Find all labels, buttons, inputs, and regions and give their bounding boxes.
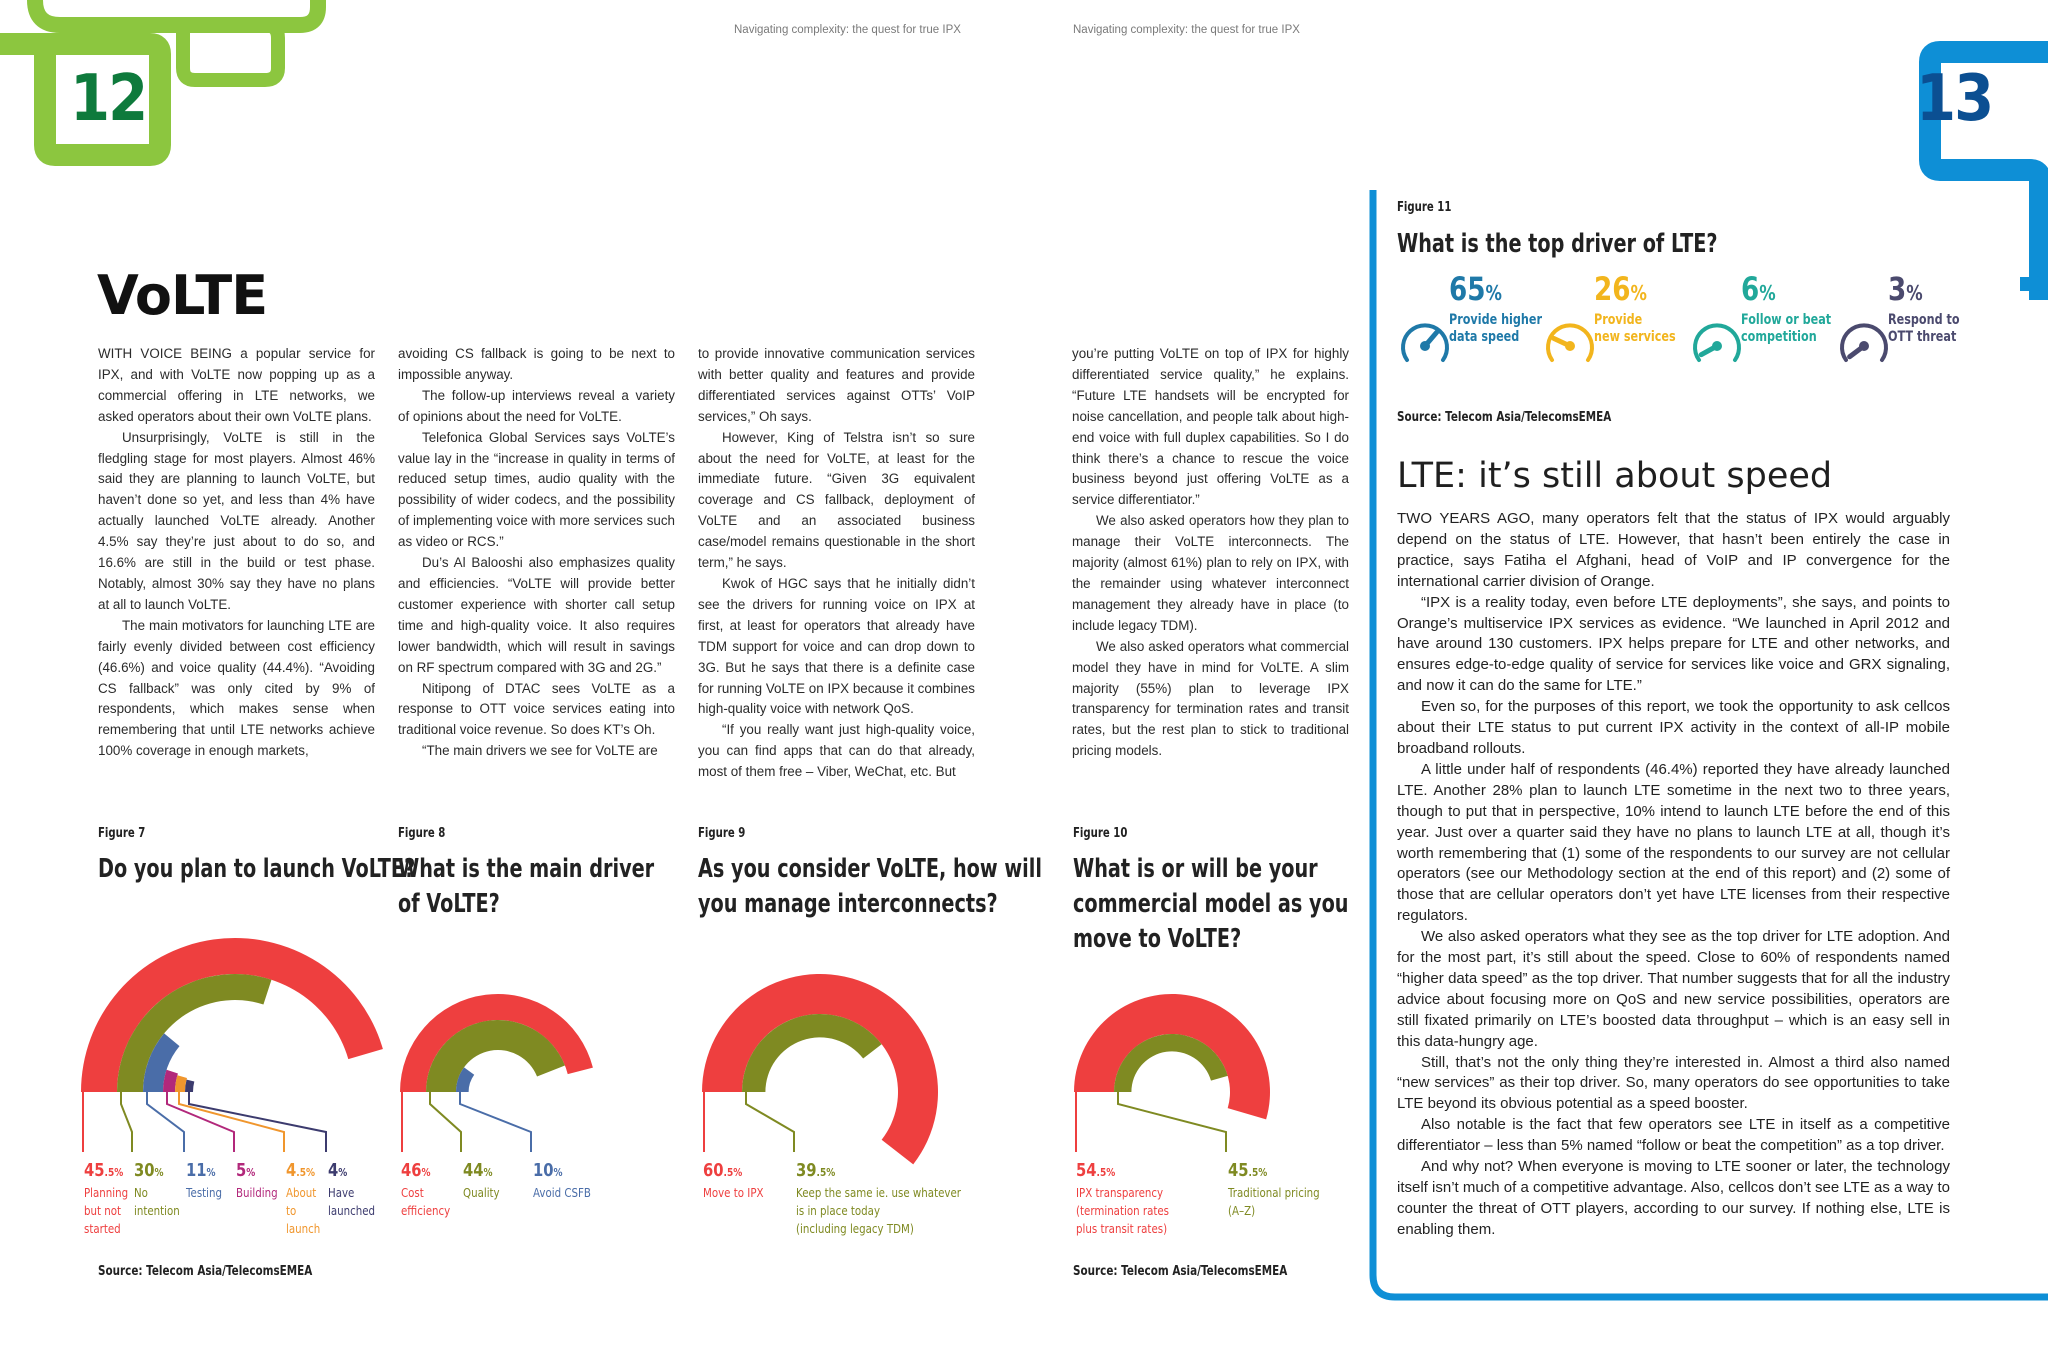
title-line: Do you plan to launch VoLTE? [98, 854, 416, 884]
legend-value [186, 1160, 222, 1184]
paragraph: Even so, for the purposes of this report, we took the opportunity to ask cellcos about their LTE status to put current IPX activity in the context of all-IP mobile broadband rollouts. [1397, 698, 1950, 757]
driver-item [1397, 272, 1557, 392]
legend-label: About [286, 1185, 317, 1200]
paragraph: And why not? When everyone is moving to LTE sooner or later, the technology itself isn’t much of a competitive advantage. Also, cellcos don’t see LTE as a way to counter the threat of OTT players, according to our survey. If nothing else, LTE is enabling them. [1397, 1158, 1950, 1238]
value-dec: .5% [723, 1166, 743, 1179]
legend-label: Cost [401, 1185, 424, 1200]
paragraph: Nitipong of DTAC sees VoLTE as a response to OTT voice services eating into traditional voice revenue. So does KT’s Oh. [398, 680, 675, 738]
value-int: 54 [1076, 1160, 1097, 1181]
figure-9-label: Figure 9 [698, 826, 746, 841]
lte-article-body [1397, 509, 1950, 1241]
legend-label: intention [134, 1203, 180, 1218]
legend-item [796, 1160, 961, 1238]
paragraph: avoiding CS fallback is going to be next to impossible anyway. [398, 346, 675, 382]
legend-value [286, 1160, 320, 1184]
legend-label: Move to IPX [703, 1185, 764, 1200]
paragraph: Du’s Al Balooshi also emphasizes quality and efficiencies. “VoLTE will provide better customer experience with shorter call setup time and high-quality voice. It also requires lower bandwidth, which will result in savings on RF spectrum compared with 3G and 2G.” [398, 555, 675, 675]
legend-label: Building [236, 1185, 278, 1200]
value-dec: % [1630, 281, 1647, 305]
source-note-left: Source: Telecom Asia/TelecomsEMEA [98, 1264, 313, 1279]
legend-item [84, 1160, 128, 1238]
value-int: 4 [328, 1160, 339, 1181]
running-head-right: Navigating complexity: the quest for true IPX [1073, 24, 1300, 36]
legend-value [703, 1160, 764, 1184]
gauge-part [1565, 341, 1575, 351]
legend-value [236, 1160, 278, 1184]
legend-label: Traditional pricing [1228, 1185, 1320, 1200]
legend-item [134, 1160, 180, 1220]
value-dec: .5% [1096, 1166, 1116, 1179]
legend-label: plus transit rates) [1076, 1221, 1168, 1236]
legend-label: to [286, 1203, 297, 1218]
leader-line [121, 1092, 132, 1152]
driver-item [1689, 272, 1849, 392]
leader-line [167, 1092, 234, 1152]
value-dec: .5% [104, 1166, 124, 1179]
title-line: What is the top driver of LTE? [1397, 229, 1718, 259]
value-dec: .5% [296, 1166, 316, 1179]
leader-line [746, 1092, 794, 1152]
value-int: 44 [463, 1160, 484, 1181]
driver-label-line: OTT threat [1888, 329, 1957, 345]
paragraph: We also asked operators what they see as the top driver for LTE adoption. And for the most part, it’s still about the speed. Close to 60% of respondents named “higher data speed” as the top driver. That number suggests that for all the industry advice about focusing more on QoS and new service possibilities, operators are still fixated primarily on LTE’s boosted data throughput – which is an easy sell in this data-hungry age. [1397, 928, 1950, 1050]
section-heading: LTE: it’s still about speed [1397, 456, 1833, 496]
figure-10-label: Figure 10 [1073, 826, 1128, 841]
value-dec: % [483, 1166, 493, 1179]
driver-label [1741, 312, 1831, 346]
paragraph: A little under half of respondents (46.4%) reported they have already launched LTE. Another 28% plan to launch LTE sometime in the next two to three years, though to put that in perspective, 10% intend to launch LTE before the end of this year. Just over a quarter said they have no plans to launch LTE at all, though it’s worth remembering that (1) some of the respondents to our survey are not cellular operators (see our Methodology section at the end of this report) and (2) some of those that are cellular operators don’t yet have LTE licenses from their respective regulators. [1397, 760, 1950, 925]
driver-label [1449, 312, 1542, 346]
legend-item [1076, 1160, 1169, 1238]
page-number-left: 12 [70, 62, 147, 136]
value-dec: % [338, 1166, 348, 1179]
value-dec: % [421, 1166, 431, 1179]
legend-label: Quality [463, 1185, 500, 1200]
legend-value [1076, 1160, 1169, 1184]
legend-value [463, 1160, 500, 1184]
legend-label: (termination rates [1076, 1203, 1170, 1218]
value-int: 5 [236, 1160, 247, 1181]
paragraph: Kwok of HGC says that he initially didn’t see the drivers for running voice on IPX at first, at least for operators that already have TDM support for voice and can drop down to 3G. But he says that there is a definite case for running VoLTE on IPX because it combines high-quality voice with network QoS. [698, 575, 975, 717]
title-line: you manage interconnects? [698, 889, 998, 919]
legend-item [236, 1160, 278, 1202]
paragraph: “If you really want just high-quality voice, you can find apps that can do that already, most of them free – Viber, WeChat, etc. But [698, 722, 975, 780]
legend-value [134, 1160, 180, 1184]
legend-value [533, 1160, 591, 1184]
legend-label: but not [84, 1203, 122, 1218]
legend-item [286, 1160, 320, 1238]
figure-7-label: Figure 7 [98, 826, 146, 841]
leader-line [460, 1092, 531, 1152]
legend-label: No [134, 1185, 148, 1200]
paragraph: Also notable is the fact that few operators see LTE in itself as a competitive differentiator – less than 5% named “follow or beat the competition” as a top driver. [1397, 1116, 1950, 1155]
figure-11-title [1397, 227, 1718, 262]
paragraph: Still, that’s not the only thing they’re interested in. Almost a third also named “new services” as their top driver. So, many operators do see opportunities to take LTE beyond its obvious potential as a speed booster. [1397, 1053, 1950, 1113]
ring-segment [702, 974, 938, 1164]
ring-segment [185, 1080, 194, 1092]
legend-label: Avoid CSFB [533, 1185, 591, 1200]
value-dec: .5% [1248, 1166, 1268, 1179]
figure-11-label: Figure 11 [1397, 200, 1452, 215]
legend-label: Planning [84, 1185, 129, 1200]
driver-label [1594, 312, 1676, 346]
value-int: 4 [286, 1160, 297, 1181]
title-line: As you consider VoLTE, how will [698, 854, 1042, 884]
value-dec: % [154, 1166, 164, 1179]
title-line: move to VoLTE? [1073, 924, 1242, 954]
paragraph: you’re putting VoLTE on top of IPX for highly differentiated service quality,” he explains. “Future LTE handsets will be encrypted for noise cancellation, and people talk about high-end voice with full duplex capabilities. So I do think there’s a chance to rescue the voice business beyond just offering VoLTE as a service differentiator.” [1072, 346, 1349, 508]
legend-label: Testing [186, 1185, 223, 1200]
legend-label: Keep the same ie. use whatever [796, 1185, 961, 1200]
legend-value [401, 1160, 450, 1184]
ring-segment [1074, 994, 1270, 1119]
legend-item [703, 1160, 764, 1202]
value-int: 60 [703, 1160, 724, 1181]
driver-label-line: Provide higher [1449, 312, 1543, 328]
legend-label: started [84, 1221, 121, 1236]
driver-label-line: Provide [1594, 312, 1643, 328]
paragraph: The main motivators for launching LTE are fairly evenly divided between cost efficiency (46.6%) and voice quality (44.4%). “Avoiding CS fallback” was only cited by 9% of respondents, which makes sense when remembering that until LTE networks achieve 100% coverage in enough markets, [98, 617, 375, 759]
legend-label: is in place today [796, 1203, 881, 1218]
paragraph: The follow-up interviews reveal a variety of opinions about the need for VoLTE. [398, 387, 675, 424]
legend-label: (A–Z) [1228, 1203, 1256, 1218]
paragraph: to provide innovative communication services with better quality and features and provide differentiated services against OTTs’ VoIP services,” Oh says. [698, 346, 975, 424]
driver-item [1836, 272, 1996, 392]
paragraph: However, King of Telstra isn’t so sure about the need for VoLTE, at least for the immediate future. “Given 3G equivalent coverage and CS fallback, deployment of VoLTE and an associated business case/model remains questionable in the short term,” he says. [698, 429, 975, 571]
source-note-middle: Source: Telecom Asia/TelecomsEMEA [1073, 1264, 1288, 1279]
leader-line [179, 1092, 284, 1152]
driver-label-line: Follow or beat [1741, 312, 1832, 328]
legend-label: launched [328, 1203, 376, 1218]
driver-value [1594, 272, 1647, 310]
driver-label-line: data speed [1449, 329, 1520, 345]
legend-label: launch [286, 1221, 321, 1236]
driver-label-line: competition [1741, 329, 1817, 345]
gauge-part [1712, 341, 1722, 351]
value-int: 45 [84, 1160, 105, 1181]
driver-value [1888, 272, 1923, 310]
value-dec: .5% [816, 1166, 836, 1179]
legend-item [463, 1160, 500, 1202]
legend-item [328, 1160, 375, 1220]
legend-label: (including legacy TDM) [796, 1221, 914, 1236]
page-number-right: 13 [1916, 62, 1993, 136]
legend-item [1228, 1160, 1320, 1220]
title-line: of VoLTE? [398, 889, 500, 919]
leader-line [430, 1092, 461, 1152]
paragraph: TWO YEARS AGO, many operators felt that the status of IPX would arguably depend on the status of LTE. However, that hasn’t been entirely the case in practice, says Fatiha el Afghani, head of VoIP and IP convergence for the international carrier division of Orange. [1397, 510, 1950, 590]
value-int: 6 [1741, 270, 1760, 308]
legend-item [533, 1160, 591, 1202]
legend-value [796, 1160, 961, 1184]
source-note-right: Source: Telecom Asia/TelecomsEMEA [1397, 410, 1612, 425]
value-int: 3 [1888, 270, 1907, 308]
value-dec: % [1759, 281, 1776, 305]
value-int: 10 [533, 1160, 554, 1181]
paragraph: “The main drivers we see for VoLTE are [422, 743, 658, 759]
legend-value [1228, 1160, 1320, 1184]
value-dec: % [1906, 281, 1923, 305]
legend-label: Have [328, 1185, 355, 1200]
paragraph: Telefonica Global Services says VoLTE’s value lay in the “increase in quality in terms of reduced setup times, audio quality with the possibility of wider codecs, and the possibility of implementing voice with more services such as video or RCS.” [398, 429, 675, 550]
value-int: 45 [1228, 1160, 1249, 1181]
paragraph: We also asked operators what commercial model they have in mind for VoLTE. A slim majority (55%) plan to leverage IPX transparency for termination rates and transit rates, but the rest plan to stick to traditional pricing models. [1072, 638, 1349, 759]
value-dec: % [1485, 281, 1502, 305]
paragraph: We also asked operators how they plan to manage their VoLTE interconnects. The majority (almost 61%) plan to rely on IPX, with the remainder using whatever interconnect management they already have in place (to include legacy TDM). [1072, 513, 1349, 633]
value-int: 30 [134, 1160, 155, 1181]
gauge-icon [1836, 316, 1892, 372]
gauge-icon [1542, 316, 1598, 372]
legend-label: efficiency [401, 1203, 451, 1218]
title-line: What is or will be your [1073, 854, 1318, 884]
driver-value [1741, 272, 1776, 310]
value-int: 11 [186, 1160, 207, 1181]
driver-label-line: new services [1594, 329, 1676, 345]
paragraph: WITH VOICE BEING a popular service for IPX, and with VoLTE now popping up as a commercial offering in LTE networks, we asked operators about their own VoLTE plans. [98, 346, 375, 424]
driver-item [1542, 272, 1702, 392]
driver-label [1888, 312, 1960, 346]
legend-item [186, 1160, 222, 1202]
gauge-icon [1397, 316, 1453, 372]
value-int: 39 [796, 1160, 817, 1181]
value-dec: % [246, 1166, 256, 1179]
title-line: commercial model as you [1073, 889, 1349, 919]
driver-value [1449, 272, 1502, 310]
running-head-left: Navigating complexity: the quest for true IPX [734, 24, 961, 36]
gauge-part [1859, 341, 1869, 351]
legend-item [401, 1160, 450, 1220]
leader-line [1118, 1092, 1226, 1152]
value-int: 26 [1594, 270, 1631, 308]
legend-label: IPX transparency [1076, 1185, 1164, 1200]
paragraph: Unsurprisingly, VoLTE is still in the fledgling stage for most players. Almost 46% said they are planning to launch VoLTE, but haven’t done so yet, and less than 4% have actually launched VoLTE already. Another 4.5% say they’re just about to do so, and 16.6% are still in the build or test phase. Notably, almost 30% say they have no plans at all to launch VoLTE. [98, 429, 375, 612]
article-heading: VoLTE [97, 264, 268, 327]
legend-value [328, 1160, 375, 1184]
value-int: 46 [401, 1160, 422, 1181]
title-line: What is the main driver [398, 854, 655, 884]
value-dec: % [206, 1166, 216, 1179]
driver-label-line: Respond to [1888, 312, 1960, 328]
gauge-part [1420, 341, 1430, 351]
legend-value [84, 1160, 128, 1184]
figure-8-label: Figure 8 [398, 826, 446, 841]
value-int: 65 [1449, 270, 1486, 308]
gauge-icon [1689, 316, 1745, 372]
paragraph: “IPX is a reality today, even before LTE deployments”, she says, and points to Orange’s multiservice IPX services as evidence. “We launched in April 2012 and have around 130 customers. IPX helps prepare for LTE and other networks, and ensures edge-to-edge quality of service for services like voice and GRX signaling, and now it can do the same for LTE.” [1397, 593, 1950, 695]
value-dec: % [553, 1166, 563, 1179]
